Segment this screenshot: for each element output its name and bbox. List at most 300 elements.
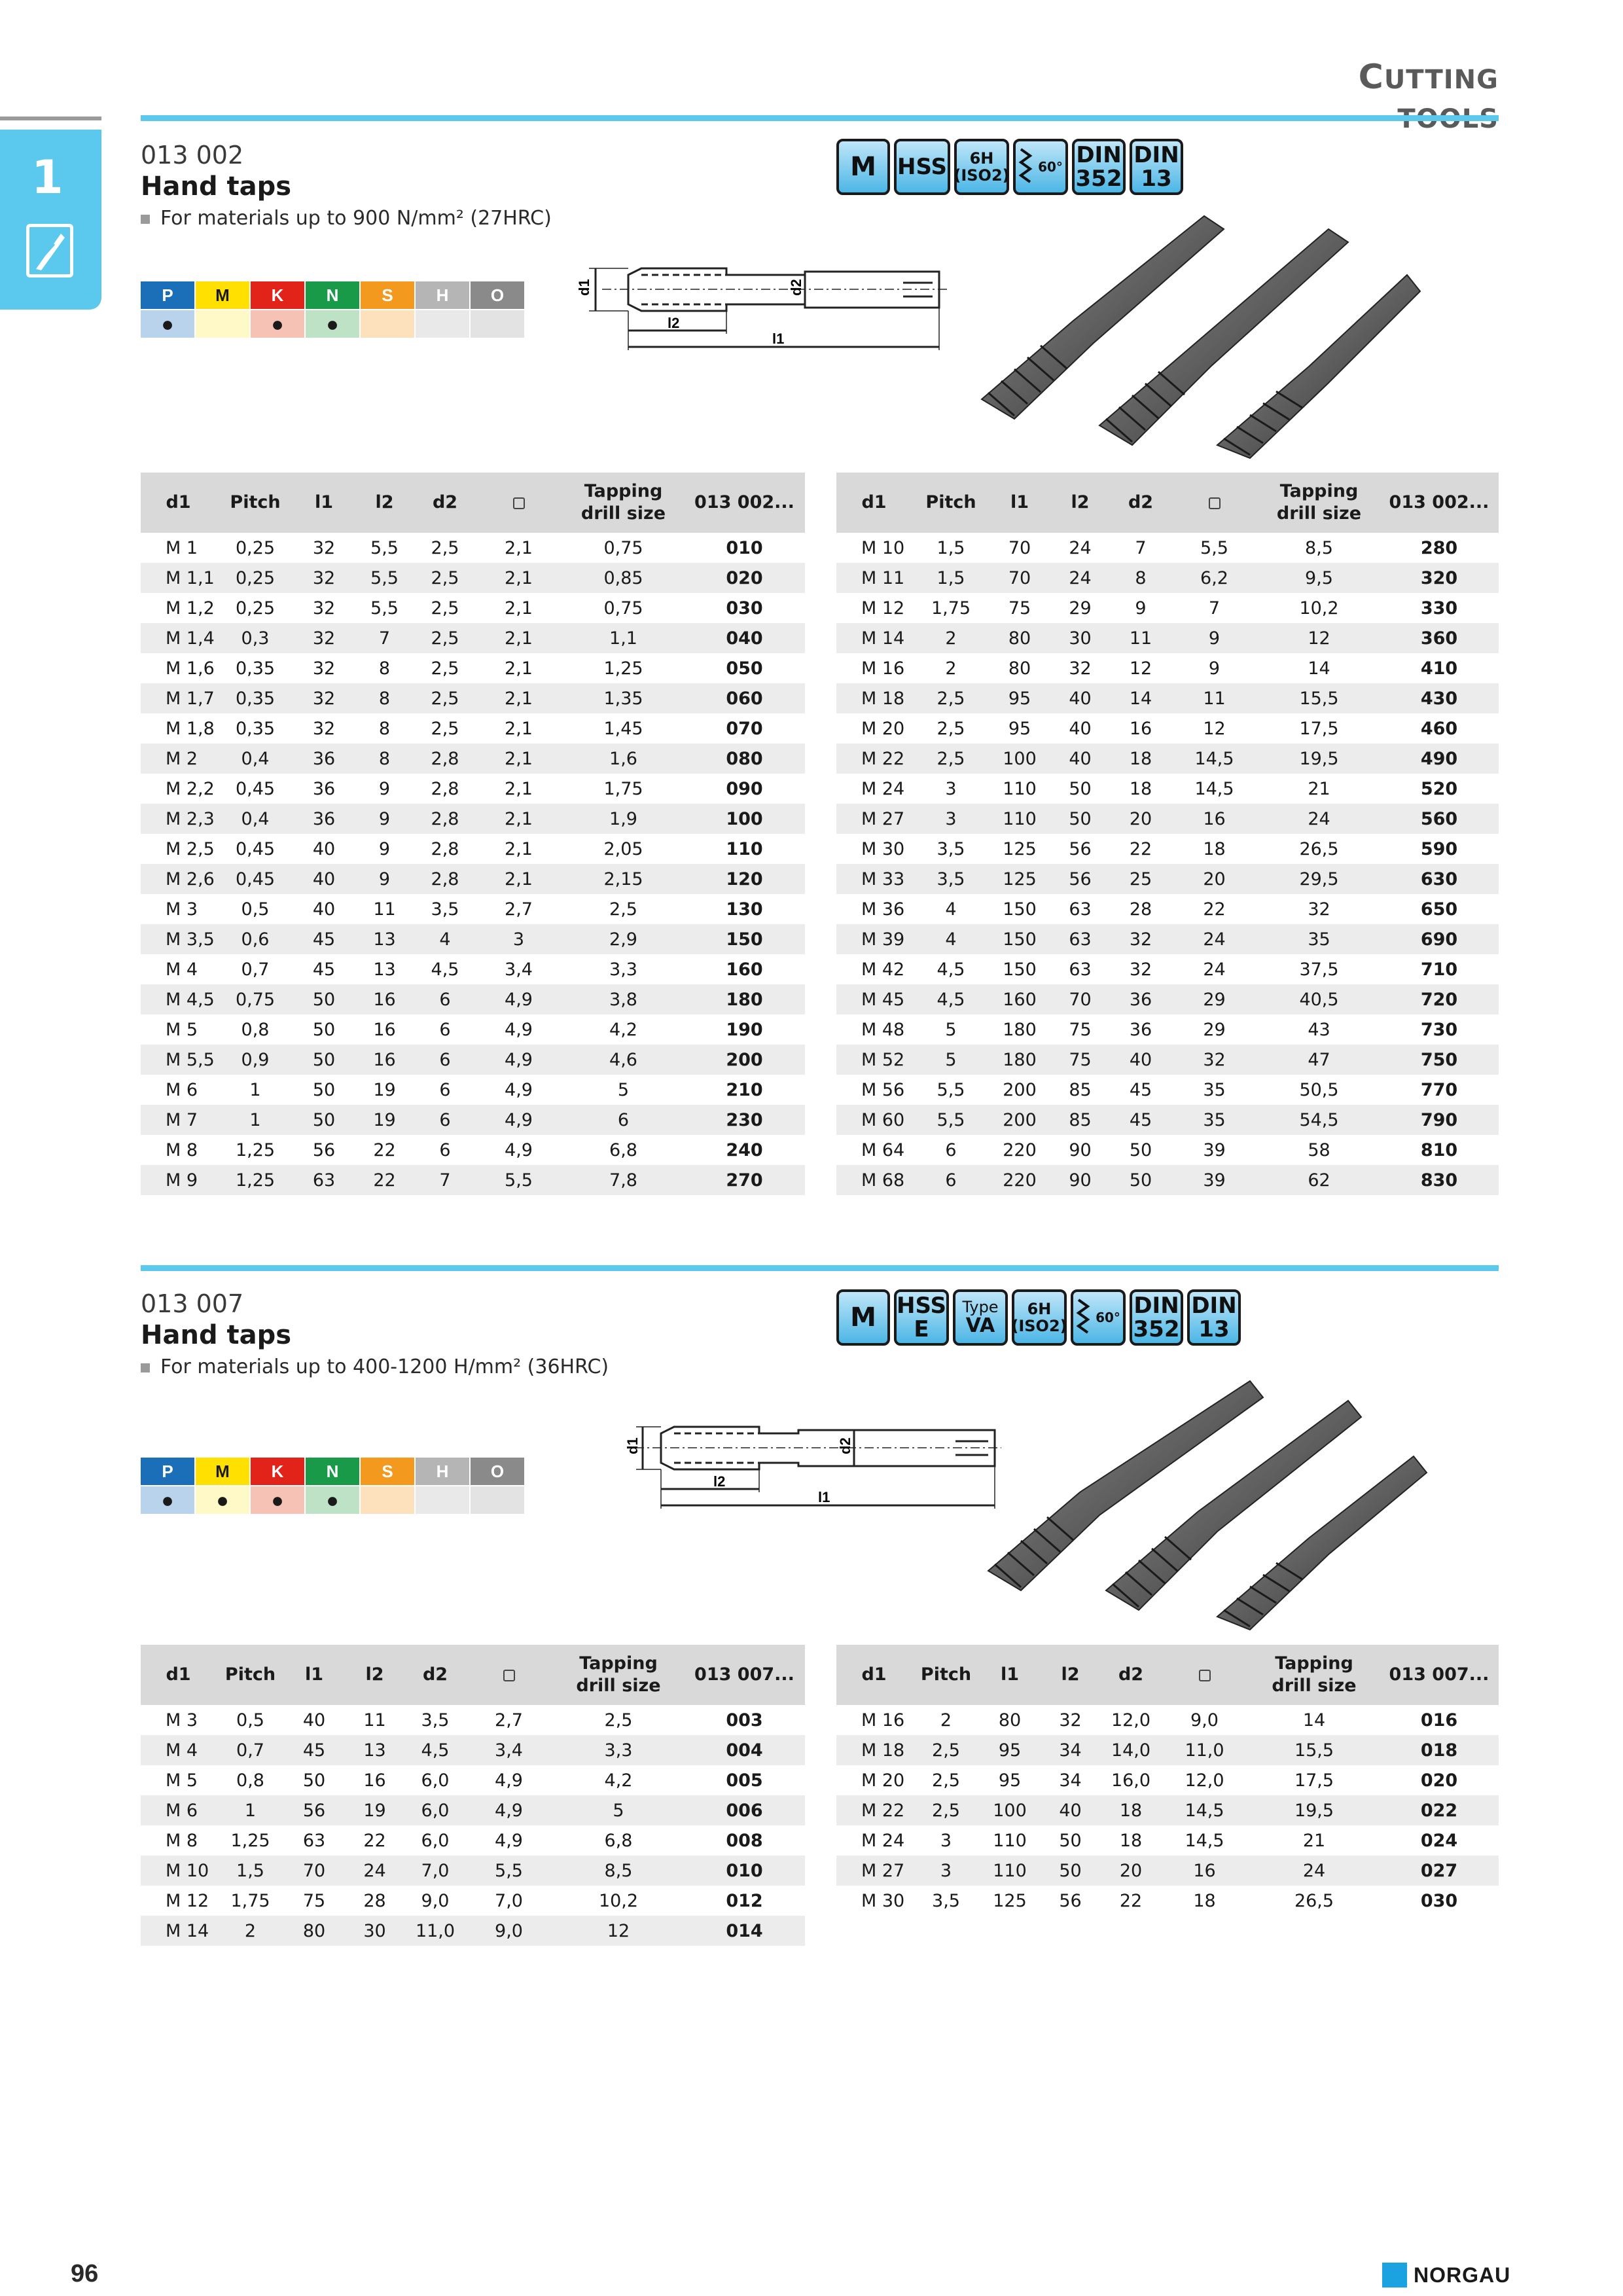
col-square (1170, 473, 1258, 533)
d2-label: d2 (837, 1437, 853, 1454)
table-cell: 11 (1170, 683, 1258, 713)
table-cell: 32 (294, 683, 353, 713)
table-cell: 90 (1049, 1165, 1111, 1195)
table-cell: 1,6 (563, 744, 684, 774)
table-cell: 40 (294, 864, 353, 894)
table-cell: 22 (353, 1165, 416, 1195)
table-cell: 16 (1170, 804, 1258, 834)
material-k: K (251, 1458, 306, 1485)
table-cell: M 3 (166, 1710, 198, 1731)
brand-logo[interactable] (1382, 2263, 1510, 2287)
table-cell: 2,5 (912, 744, 990, 774)
article-code-cell: 024 (1420, 1830, 1458, 1851)
spec-badges (836, 139, 1183, 195)
product-note: For materials up to 400-1200 H/mm² (36HRC) (141, 1355, 609, 1378)
table-cell: 8 (353, 683, 416, 713)
table-cell: 17,5 (1294, 1770, 1334, 1791)
table-cell: M 30 (861, 1890, 905, 1911)
table-row (836, 1705, 1499, 1735)
table-cell: 21 (1308, 778, 1330, 799)
col-square (474, 473, 563, 533)
table-cell: 2,1 (505, 838, 533, 859)
article-code-cell: 020 (684, 563, 805, 593)
article-code-cell: 060 (684, 683, 805, 713)
table-cell: 0,45 (235, 838, 276, 859)
table-row (141, 864, 805, 894)
table-cell: 6,8 (609, 1139, 637, 1160)
table-cell: M 24 (861, 1830, 905, 1851)
article-code-cell: 830 (1380, 1165, 1499, 1195)
table-cell: 6 (439, 1139, 451, 1160)
table-cell: 75 (302, 1890, 326, 1911)
table-cell: 75 (1049, 1045, 1111, 1075)
table-cell: 30 (344, 1916, 406, 1946)
article-code-cell: 200 (684, 1045, 805, 1075)
table-row (836, 954, 1499, 984)
table-cell: 2,8 (416, 744, 474, 774)
col-article: 013 007... (684, 1645, 805, 1705)
table-cell: M 18 (836, 1735, 912, 1765)
table-cell: 2,1 (505, 537, 533, 558)
table-cell: 200 (990, 1105, 1049, 1135)
badge-thread-angle: 60° (1071, 1289, 1126, 1346)
material-h: H (416, 281, 471, 309)
article-code-cell: 027 (1380, 1856, 1499, 1886)
article-code-cell: 490 (1380, 744, 1499, 774)
material-p: P (141, 1458, 196, 1485)
table-cell: 2 (912, 623, 990, 653)
table-cell: 2,15 (563, 864, 684, 894)
table-cell: 9 (1170, 623, 1258, 653)
article-code-cell: 090 (726, 778, 763, 799)
table-cell: 40 (1069, 718, 1092, 739)
table-cell: 100 (980, 1795, 1039, 1825)
col-l1: l1 (285, 1645, 344, 1705)
product-code: 013 007 (141, 1289, 244, 1318)
table-cell: M 8 (166, 1139, 198, 1160)
thread-profile-icon (1018, 147, 1038, 188)
article-code-cell: 180 (684, 984, 805, 1014)
table-cell: 2,5 (431, 718, 459, 739)
table-cell: M 24 (861, 778, 905, 799)
table-cell: 1,25 (216, 1165, 294, 1195)
product-name: Hand taps (141, 1320, 292, 1350)
material-m: M (196, 281, 251, 309)
table-cell: 24 (1069, 537, 1092, 558)
table-cell: 32 (1111, 924, 1170, 954)
table-cell: 0,75 (603, 598, 643, 619)
col-tapping-drill: Tapping drill size (1249, 1645, 1380, 1705)
table-row (836, 1014, 1499, 1045)
table-cell: M 42 (861, 959, 905, 980)
table-cell: 30 (1049, 623, 1111, 653)
table-cell: 19 (373, 1079, 396, 1100)
article-code-cell: 050 (726, 658, 763, 679)
table-cell: M 14 (141, 1916, 216, 1946)
table-cell: 63 (302, 1830, 326, 1851)
table-cell: 5 (912, 1045, 990, 1075)
table-cell: 14 (1308, 658, 1330, 679)
table-row (836, 1105, 1499, 1135)
table-cell: 43 (1308, 1019, 1330, 1040)
table-cell: 7 (1208, 598, 1221, 619)
material-p-mark: ● (141, 309, 196, 338)
table-cell: 9,0 (421, 1890, 450, 1911)
table-cell: 18 (1203, 838, 1226, 859)
article-code-cell: 150 (684, 924, 805, 954)
table-cell: 0,5 (241, 899, 270, 920)
table-cell: 36 (1129, 1019, 1152, 1040)
table-cell: 20 (1101, 1856, 1160, 1886)
table-cell: 125 (1003, 838, 1037, 859)
table-cell: 110 (993, 1830, 1027, 1851)
table-cell: M 2,6 (141, 864, 216, 894)
table-row (836, 924, 1499, 954)
table-row (141, 1886, 805, 1916)
article-code-cell: 160 (726, 959, 763, 980)
col-article: 013 002... (684, 473, 805, 533)
material-s-mark (361, 309, 416, 338)
table-row (836, 1075, 1499, 1105)
table-cell: 95 (998, 1770, 1022, 1791)
table-cell: 19 (344, 1795, 406, 1825)
table-cell: 2,5 (431, 537, 459, 558)
table-cell: 80 (998, 1710, 1022, 1731)
article-code-cell: 070 (726, 718, 763, 739)
article-code-cell: 280 (1420, 537, 1458, 558)
table-cell: 2,5 (604, 1710, 633, 1731)
table-cell: M 16 (861, 658, 905, 679)
table-cell: 2,5 (431, 658, 459, 679)
table-cell: 90 (1069, 1139, 1092, 1160)
table-cell: 63 (1049, 924, 1111, 954)
table-cell: 0,45 (235, 778, 276, 799)
article-code-cell: 100 (684, 804, 805, 834)
table-cell: 3 (912, 804, 990, 834)
col-l2: l2 (1039, 1645, 1101, 1705)
article-code-cell: 005 (726, 1770, 763, 1791)
table-row (141, 894, 805, 924)
table-cell: M 68 (836, 1165, 912, 1195)
table-cell: 3 (940, 1830, 952, 1851)
table-cell: 9 (378, 838, 391, 859)
table-cell: 2,7 (495, 1710, 523, 1731)
table-cell: 80 (1008, 658, 1031, 679)
table-row (836, 864, 1499, 894)
article-code-cell: 270 (684, 1165, 805, 1195)
table-cell: 8,5 (1305, 537, 1333, 558)
material-n-mark: ● (306, 309, 361, 338)
page-header-title: CUTTING (1358, 58, 1499, 97)
table-cell: M 22 (836, 1795, 912, 1825)
table-row (141, 954, 805, 984)
table-cell: 4,2 (604, 1770, 633, 1791)
table-cell: 1 (249, 1079, 261, 1100)
table-cell: 0,25 (235, 537, 276, 558)
table-row (836, 1856, 1499, 1886)
table-cell: 9 (353, 804, 416, 834)
table-cell: M 60 (836, 1105, 912, 1135)
article-code-cell: 240 (726, 1139, 763, 1160)
l1-label: l1 (818, 1489, 830, 1505)
table-cell: 16 (353, 1045, 416, 1075)
table-cell: 26,5 (1299, 838, 1339, 859)
table-cell: 6,8 (604, 1830, 633, 1851)
article-code-cell: 770 (1420, 1079, 1458, 1100)
table-cell: 40 (312, 838, 336, 859)
table-cell: M 9 (141, 1165, 216, 1195)
col-square (1160, 1645, 1249, 1705)
table-cell: 8 (378, 658, 391, 679)
table-cell: M 52 (836, 1045, 912, 1075)
table-cell: 36 (294, 744, 353, 774)
article-code-cell: 730 (1420, 1019, 1458, 1040)
article-code-cell: 560 (1380, 804, 1499, 834)
table-cell: 70 (990, 563, 1049, 593)
table-cell: 3,5 (421, 1710, 450, 1731)
table-row (141, 1825, 805, 1856)
table-cell: 150 (1003, 959, 1037, 980)
table-cell: 40 (1111, 1045, 1170, 1075)
table-cell: M 45 (836, 984, 912, 1014)
table-cell: 110 (1003, 778, 1037, 799)
table-cell: 3 (945, 778, 957, 799)
table-cell: 50 (1069, 778, 1092, 799)
table-cell: 40 (1039, 1795, 1101, 1825)
table-row (141, 593, 805, 623)
table-cell: M 11 (836, 563, 912, 593)
table-cell: 2,1 (474, 563, 563, 593)
table-cell: 6,0 (421, 1770, 450, 1791)
article-code-cell: 690 (1380, 924, 1499, 954)
badge-din-352: DIN 352 (1130, 1289, 1183, 1346)
table-cell: 16 (1129, 718, 1152, 739)
table-cell: 4,9 (474, 1045, 563, 1075)
col-d1: d1 (836, 473, 912, 533)
article-code-cell: 030 (726, 598, 763, 619)
col-l1: l1 (990, 473, 1049, 533)
table-row (836, 1886, 1499, 1916)
table-cell: 50,5 (1299, 1079, 1339, 1100)
tap-drawing (624, 1391, 1001, 1518)
table-row (141, 1075, 805, 1105)
table-cell: 150 (1003, 899, 1037, 920)
article-code-cell: 330 (1420, 598, 1458, 619)
table-cell: M 4 (141, 1735, 216, 1765)
table-cell: M 1 (166, 537, 198, 558)
table-cell: 6 (416, 1105, 474, 1135)
table-cell: 2,5 (912, 1735, 980, 1765)
table-cell: M 20 (861, 718, 905, 739)
table-cell: 1,25 (235, 1139, 276, 1160)
header-rule (141, 115, 1499, 121)
table-row (141, 1705, 805, 1735)
table-cell: 0,4 (216, 804, 294, 834)
table-cell: M 64 (861, 1139, 905, 1160)
table-cell: 7,8 (563, 1165, 684, 1195)
table-row (836, 1795, 1499, 1825)
table-cell: 0,25 (216, 563, 294, 593)
table-cell: 5,5 (353, 563, 416, 593)
table-cell: 35 (1170, 1105, 1258, 1135)
article-code-cell: 010 (684, 1856, 805, 1886)
col-tapping-drill: Tapping drill size (563, 473, 684, 533)
table-cell: 28 (363, 1890, 386, 1911)
article-code-cell: 008 (726, 1830, 763, 1851)
badge-din-352: DIN 352 (1072, 139, 1126, 195)
table-cell: 14,0 (1101, 1735, 1160, 1765)
table-cell: 2,1 (505, 658, 533, 679)
product-name: Hand taps (141, 171, 292, 202)
article-code-cell: 410 (1420, 658, 1458, 679)
table-row (836, 894, 1499, 924)
table-cell: 17,5 (1299, 718, 1339, 739)
table-cell: 28 (1129, 899, 1152, 920)
table-cell: 18 (1101, 1795, 1160, 1825)
table-cell: M 8 (166, 1830, 198, 1851)
article-code-cell: 190 (726, 1019, 763, 1040)
table-cell: 180 (990, 1045, 1049, 1075)
col-l1: l1 (294, 473, 353, 533)
table-cell: 6 (439, 1019, 451, 1040)
square-shank-icon (503, 1670, 515, 1681)
table-row (141, 1916, 805, 1946)
badge-tolerance: 6H (ISO2) (954, 139, 1009, 195)
table-cell: 16 (1160, 1856, 1249, 1886)
material-groups (141, 281, 526, 338)
table-cell: 2,1 (505, 778, 533, 799)
table-cell: 50 (294, 1105, 353, 1135)
table-row (141, 1856, 805, 1886)
material-h: H (416, 1458, 471, 1485)
table-cell: M 4,5 (141, 984, 216, 1014)
table-cell: 54,5 (1258, 1105, 1380, 1135)
table-cell: 40,5 (1258, 984, 1380, 1014)
col-tapping-drill: Tapping drill size (553, 1645, 684, 1705)
table-cell: 4,9 (495, 1830, 523, 1851)
table-cell: 3,5 (932, 1890, 960, 1911)
col-d2: d2 (416, 473, 474, 533)
table-cell: 40 (302, 1710, 326, 1731)
table-cell: 14,5 (1160, 1795, 1249, 1825)
article-code-cell: 014 (684, 1916, 805, 1946)
table-cell: 0,8 (241, 1019, 270, 1040)
table-cell: 2,1 (474, 623, 563, 653)
table-cell: 8 (378, 718, 391, 739)
table-cell: 80 (285, 1916, 344, 1946)
article-code-cell: 030 (1420, 1890, 1458, 1911)
col-d2: d2 (1101, 1645, 1160, 1705)
table-row (141, 1795, 805, 1825)
table-cell: M 10 (141, 1856, 216, 1886)
table-cell: 5,5 (370, 537, 399, 558)
table-cell: M 2 (141, 744, 216, 774)
table-cell: 70 (285, 1856, 344, 1886)
page-number: 96 (71, 2260, 99, 2287)
table-cell: 15,5 (1258, 683, 1380, 713)
table-cell: 19,5 (1249, 1795, 1380, 1825)
table-cell: 50 (1059, 1830, 1082, 1851)
article-code-cell: 012 (726, 1890, 763, 1911)
table-cell: 9 (353, 864, 416, 894)
table-cell: 16 (363, 1770, 386, 1791)
size-table-right (836, 473, 1499, 1195)
table-cell: 21 (1302, 1830, 1326, 1851)
table-cell: 26,5 (1294, 1890, 1334, 1911)
article-code-cell: 320 (1380, 563, 1499, 593)
table-cell: 1,25 (603, 658, 643, 679)
table-row (141, 1135, 805, 1165)
article-code-cell: 010 (726, 537, 763, 558)
material-groups (141, 1458, 526, 1514)
table-cell: 7 (1135, 537, 1147, 558)
table-cell: 39 (1203, 1139, 1226, 1160)
table-cell: 7,0 (406, 1856, 465, 1886)
table-cell: 2,05 (603, 838, 643, 859)
table-cell: 2,5 (912, 683, 990, 713)
table-cell: 2,1 (474, 864, 563, 894)
table-cell: 12 (1258, 623, 1380, 653)
table-cell: 19 (353, 1105, 416, 1135)
table-cell: 9,0 (465, 1916, 553, 1946)
table-cell: 58 (1308, 1139, 1330, 1160)
size-table-left (141, 1645, 805, 1946)
table-cell: 2,7 (505, 899, 533, 920)
article-code-cell: 016 (1420, 1710, 1458, 1731)
table-cell: 6,2 (1170, 563, 1258, 593)
size-table-left (141, 473, 805, 1195)
table-cell: 50 (294, 984, 353, 1014)
brand-name: NORGAU (1414, 2263, 1511, 2287)
badge-hss: HSS (894, 139, 950, 195)
table-cell: M 5 (166, 1770, 198, 1791)
table-cell: M 33 (836, 864, 912, 894)
table-cell: 13 (344, 1735, 406, 1765)
table-cell: 8 (1111, 563, 1170, 593)
table-row (141, 1765, 805, 1795)
hand-taps-photo (975, 203, 1420, 461)
article-code-cell: 210 (726, 1079, 763, 1100)
col-d2: d2 (406, 1645, 465, 1705)
table-cell: M 2,2 (166, 778, 215, 799)
table-row (141, 713, 805, 744)
l2-label: l2 (713, 1473, 726, 1490)
table-cell: M 1,7 (141, 683, 216, 713)
table-cell: 56 (1069, 838, 1092, 859)
col-l2: l2 (344, 1645, 406, 1705)
table-cell: 5 (617, 1079, 630, 1100)
article-code-cell: 130 (726, 899, 763, 920)
material-n-mark: ● (306, 1485, 361, 1514)
table-cell: 2,8 (416, 864, 474, 894)
table-cell: 1,45 (603, 718, 643, 739)
table-cell: M 36 (861, 899, 905, 920)
table-cell: 4 (912, 924, 990, 954)
brand-square-icon (1382, 2263, 1407, 2287)
table-cell: M 3,5 (141, 924, 216, 954)
table-cell: 29 (1170, 984, 1258, 1014)
table-cell: 50 (294, 1045, 353, 1075)
table-cell: 3,5 (431, 899, 459, 920)
table-cell: 56 (312, 1139, 336, 1160)
table-cell: 6,0 (421, 1830, 450, 1851)
table-cell: 1,5 (216, 1856, 285, 1886)
col-tapping-drill: Tapping drill size (1258, 473, 1380, 533)
table-cell: 56 (1059, 1890, 1082, 1911)
square-shank-icon (1199, 1670, 1211, 1681)
material-s-mark (361, 1485, 416, 1514)
table-cell: 50 (312, 1019, 336, 1040)
